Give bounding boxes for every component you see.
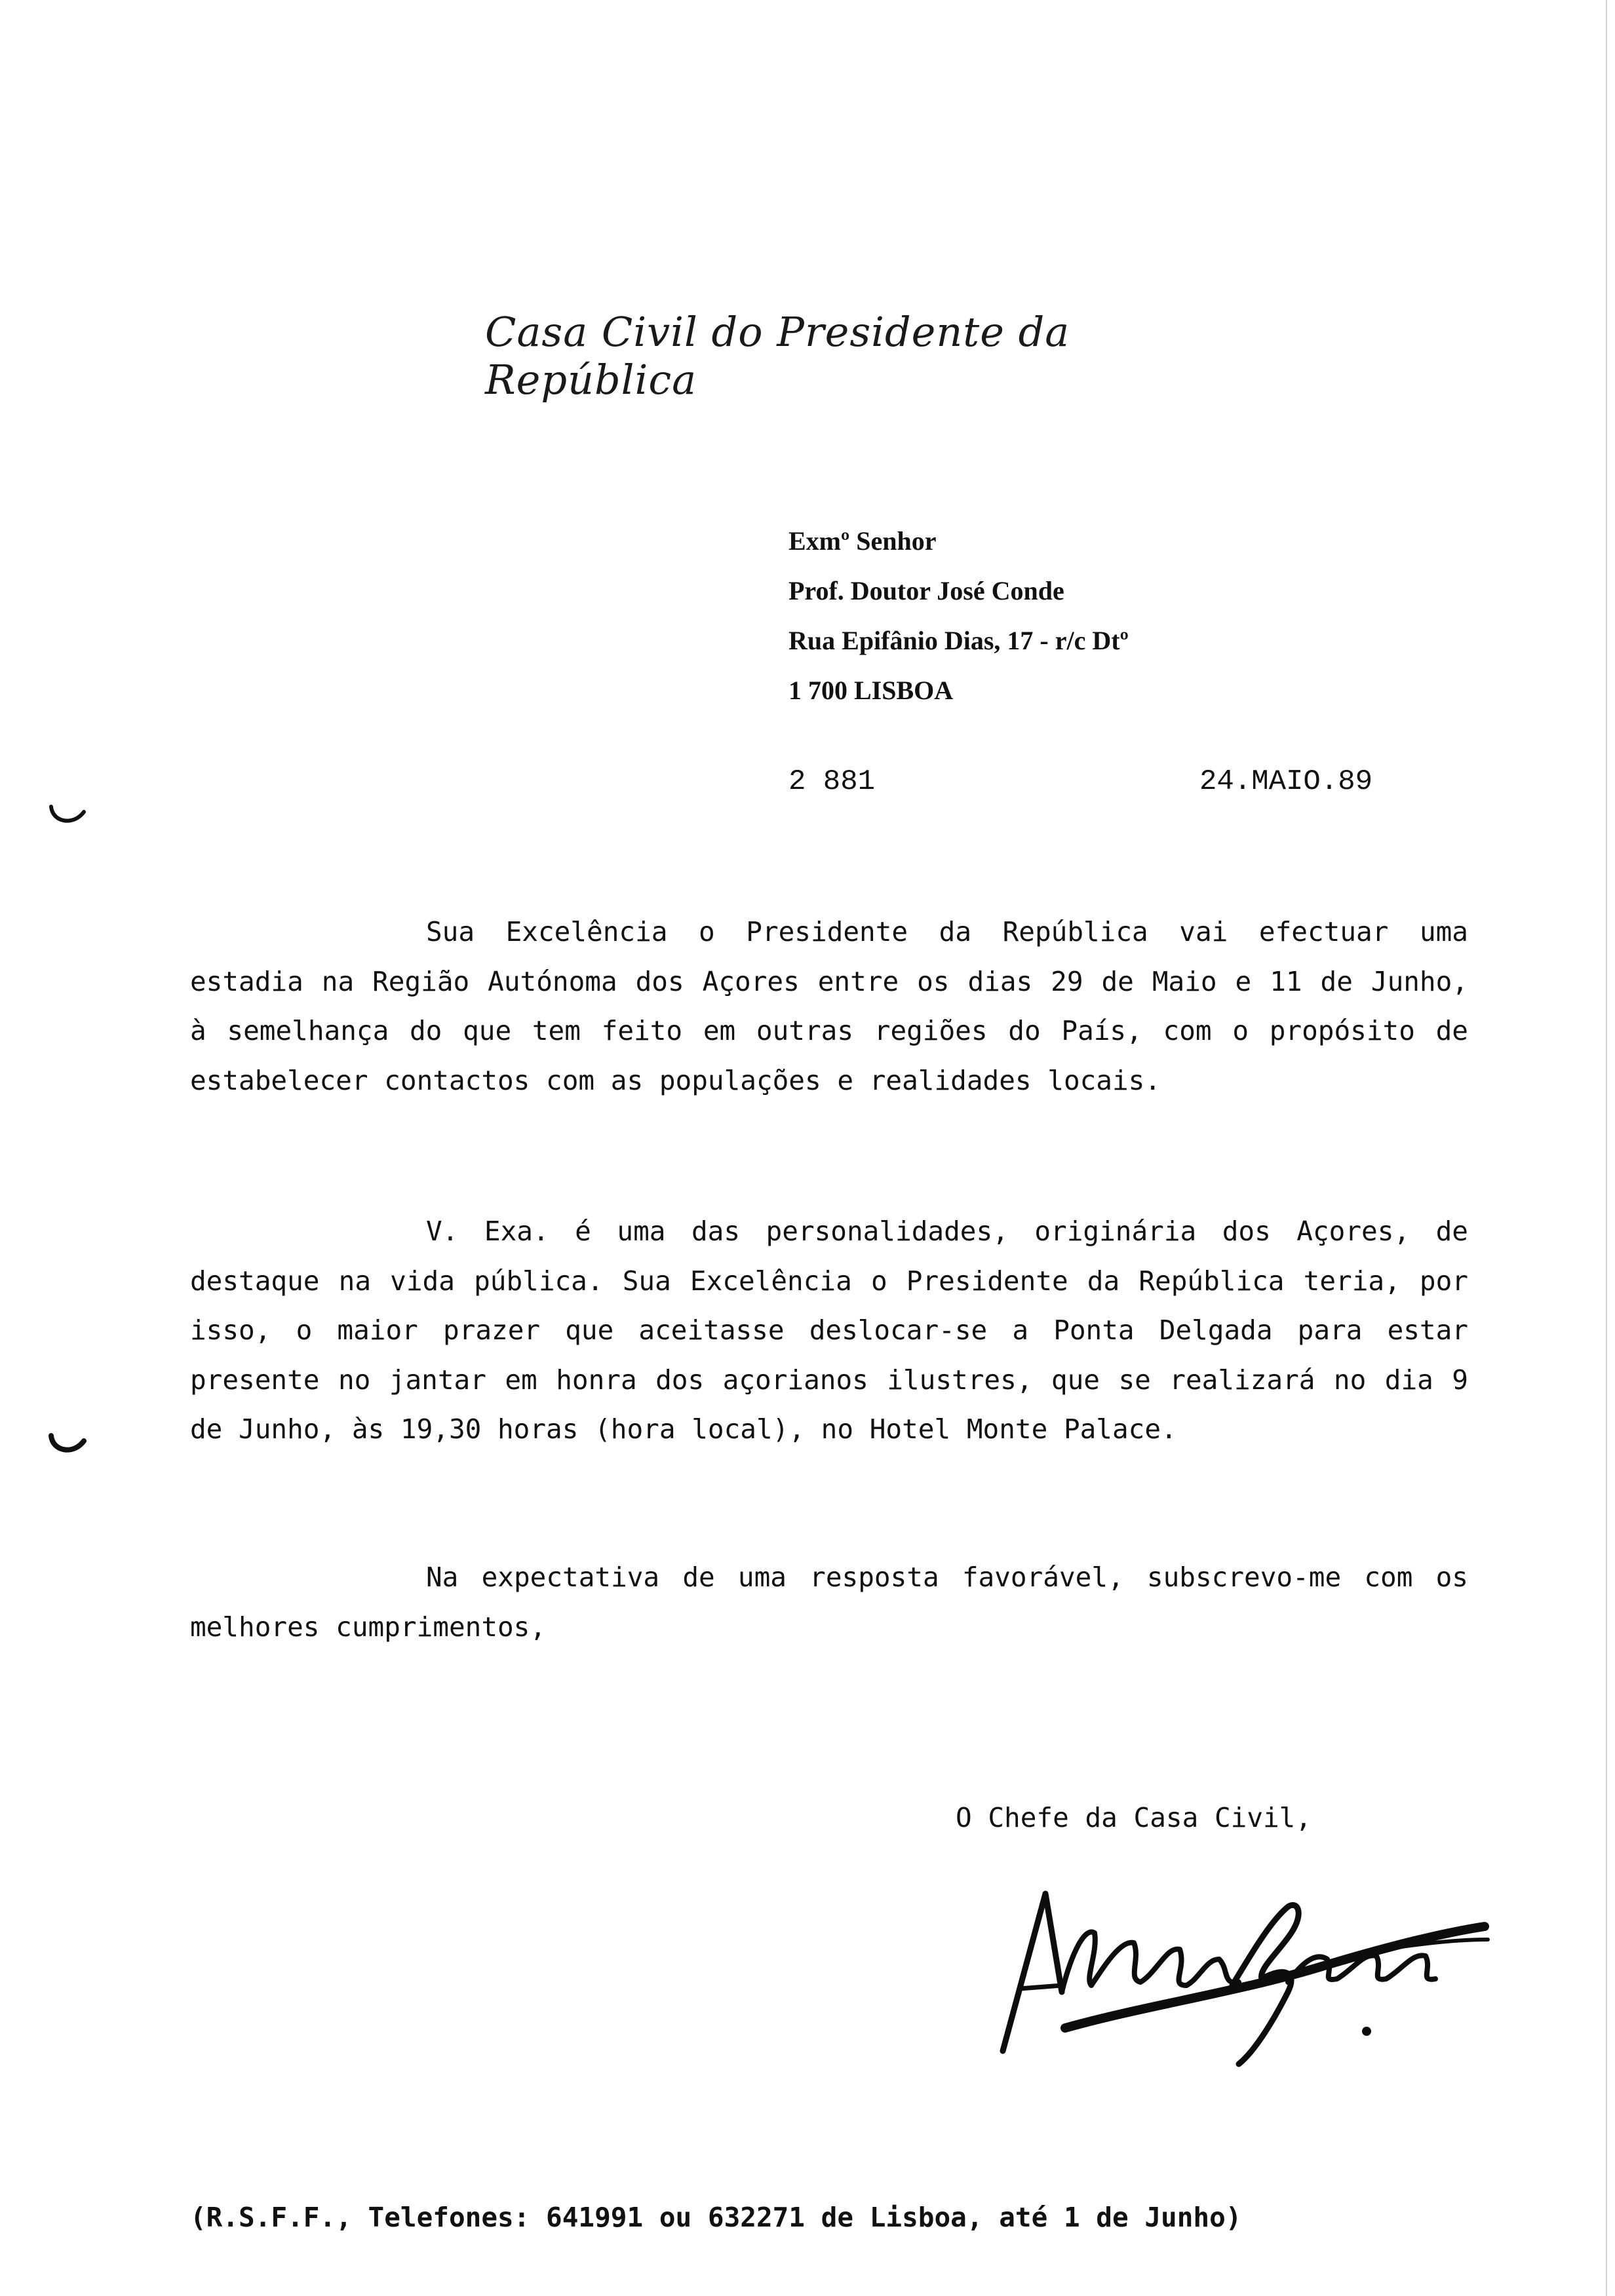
paragraph-3 bbox=[190, 1553, 1468, 1652]
paragraph-1 bbox=[190, 908, 1468, 1105]
recipient-address bbox=[788, 516, 1129, 716]
paragraph-3-text: Na expectativa de uma resposta favorável, subscrevo-me com os melhores cumprimentos, bbox=[190, 1561, 1468, 1643]
paragraph-2-text: V. Exa. é uma das personalidades, originária dos Açores, de destaque na vida pública. Sua Excelência o Presidente da República teria, por isso, o maior prazer que aceitasse deslocar-se a Ponta Delgada para estar presente no jantar em honra dos açorianos ilustres, que se realizará no dia 9 de Junho, às 19,30 horas (hora local), no Hotel Monte Palace. bbox=[190, 1215, 1468, 1445]
recipient-street: Rua Epifânio Dias, 17 - r/c Dtº bbox=[788, 626, 1129, 655]
handwritten-signature bbox=[931, 1854, 1494, 2071]
footer-note: (R.S.F.F., Telefones: 641991 ou 632271 de Lisboa, até 1 de Junho) bbox=[190, 2202, 1242, 2233]
page-edge-line bbox=[1606, 0, 1607, 2296]
punch-hole-mark bbox=[47, 1432, 87, 1458]
punch-hole-mark bbox=[47, 803, 87, 829]
letterhead: Casa Civil do Presidente da República bbox=[485, 308, 1070, 404]
letter-date: 24.MAIO.89 bbox=[1199, 765, 1373, 798]
recipient-name: Prof. Doutor José Conde bbox=[788, 576, 1064, 605]
paragraph-2 bbox=[190, 1207, 1468, 1455]
reference-number: 2 881 bbox=[788, 765, 876, 798]
paragraph-1-text: Sua Excelência o Presidente da República vai efectuar uma estadia na Região Autónoma dos Açores entre os dias 29 de Maio e 11 de Junho, à semelhança do que tem feito em outras regiões do País, com o propósito de estabelecer contactos com as populações e realidades locais. bbox=[190, 916, 1468, 1096]
recipient-city: 1 700 LISBOA bbox=[788, 676, 954, 705]
recipient-salutation: Exmº Senhor bbox=[788, 526, 937, 556]
closing-line: O Chefe da Casa Civil, bbox=[956, 1802, 1312, 1833]
